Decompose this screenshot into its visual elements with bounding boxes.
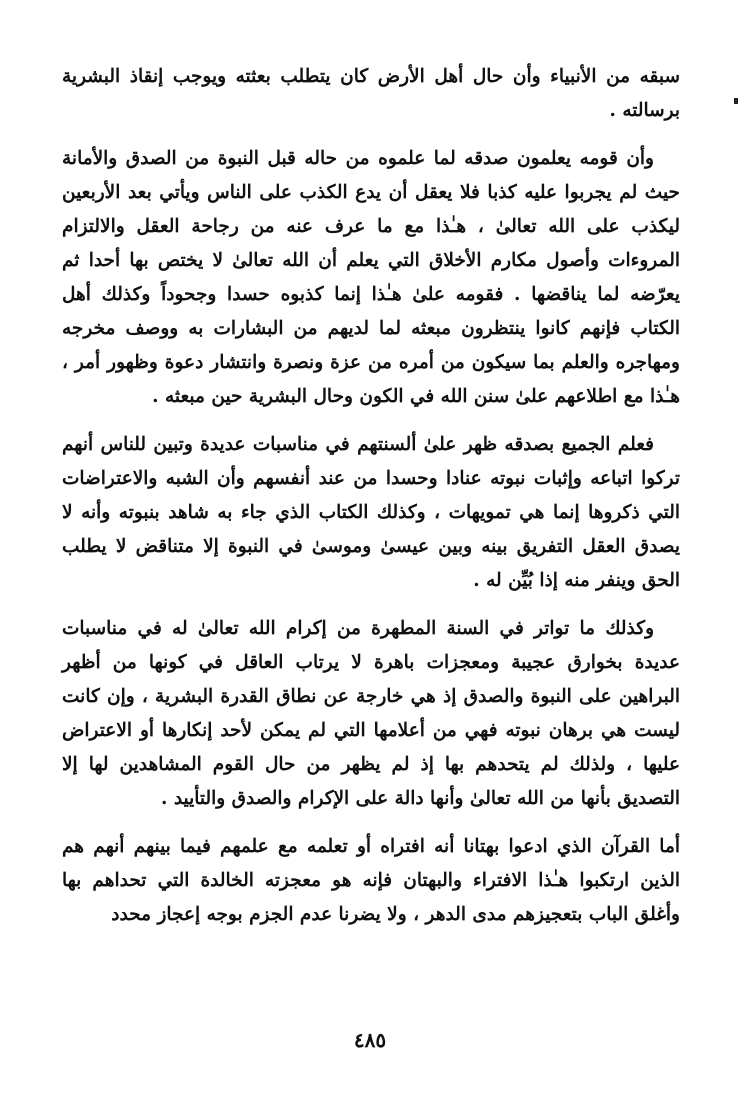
page-body — [62, 60, 680, 932]
paragraph-2: وأن قومه يعلمون صدقه لما علموه من حاله قبل النبوة من الصدق والأمانة حيث لم يجربوا عليه كذبا فلا يعقل أن يدع الكذب على الناس ويأتي بعد الأربعين ليكذب على الله تعالىٰ ، هـٰذا مع ما عرف عنه من رجاحة العقل والالتزام المروءات وأصول مكارم الأخلاق التي يعلم أن الله تعالىٰ لا يختص بها أحدا ثم يعرّضه لما يناقضها . فقومه علىٰ هـٰذا إنما كذبوه حسدا وجحوداً وكذلك أهل الكتاب فإنهم كانوا ينتظرون مبعثه لما لديهم من البشارات به ووصف مخرجه ومهاجره والعلم بما سيكون من أمره من عزة ونصرة وانتشار دعوة وظهور أمر ، هـٰذا مع اطلاعهم علىٰ سنن الله في الكون وحال البشرية حين مبعثه . — [62, 148, 680, 407]
paragraph-1: سبقه من الأنبياء وأن حال أهل الأرض كان يتطلب بعثته ويوجب إنقاذ البشرية برسالته . — [62, 66, 680, 121]
page-number: ٤٨٥ — [353, 1028, 387, 1052]
paragraph-5: أما القرآن الذي ادعوا بهتانا أنه افتراه أو تعلمه مع علمهم فيما بينهم أنهم هم الذين ارتكبوا هـٰذا الافتراء والبهتان فإنه هو معجزته الخالدة التي تحداهم بها وأغلق الباب بتعجيزهم مدى الدهر ، ولا يضرنا عدم الجزم بوجه إعجاز محدد — [62, 836, 680, 925]
paragraph-4: وكذلك ما تواتر في السنة المطهرة من إكرام الله تعالىٰ له في مناسبات عديدة بخوارق عجيبة ومعجزات باهرة لا يرتاب العاقل في كونها من أظهر البراهين على النبوة والصدق إذ هي خارجة عن نطاق القدرة البشرية ، وإن كانت ليست هي برهان نبوته فهي من أعلامها التي لم يمكن لأحد إنكارها أو الاعتراض عليها ، ولذلك لم يتحدهم بها إذ لم يظهر من حال القوم المشاهدين لها إلا التصديق بأنها من الله تعالىٰ وأنها دالة على الإكرام والصدق والتأييد . — [62, 618, 680, 809]
scan-mark — [734, 98, 738, 104]
paragraph-3: فعلم الجميع بصدقه ظهر علىٰ ألسنتهم في مناسبات عديدة وتبين للناس أنهم تركوا اتباعه وإثبات نبوته عنادا وحسدا من عند أنفسهم وأن الشبه والاعتراضات التي ذكروها إنما هي تمويهات ، وكذلك الكتاب الذي جاء به شاهد بنبوته وأنه لا يصدق العقل التفريق بينه وبين عيسىٰ وموسىٰ في النبوة إلا متناقض لا يطلب الحق وينفر منه إذا بُيِّن له . — [62, 434, 680, 591]
